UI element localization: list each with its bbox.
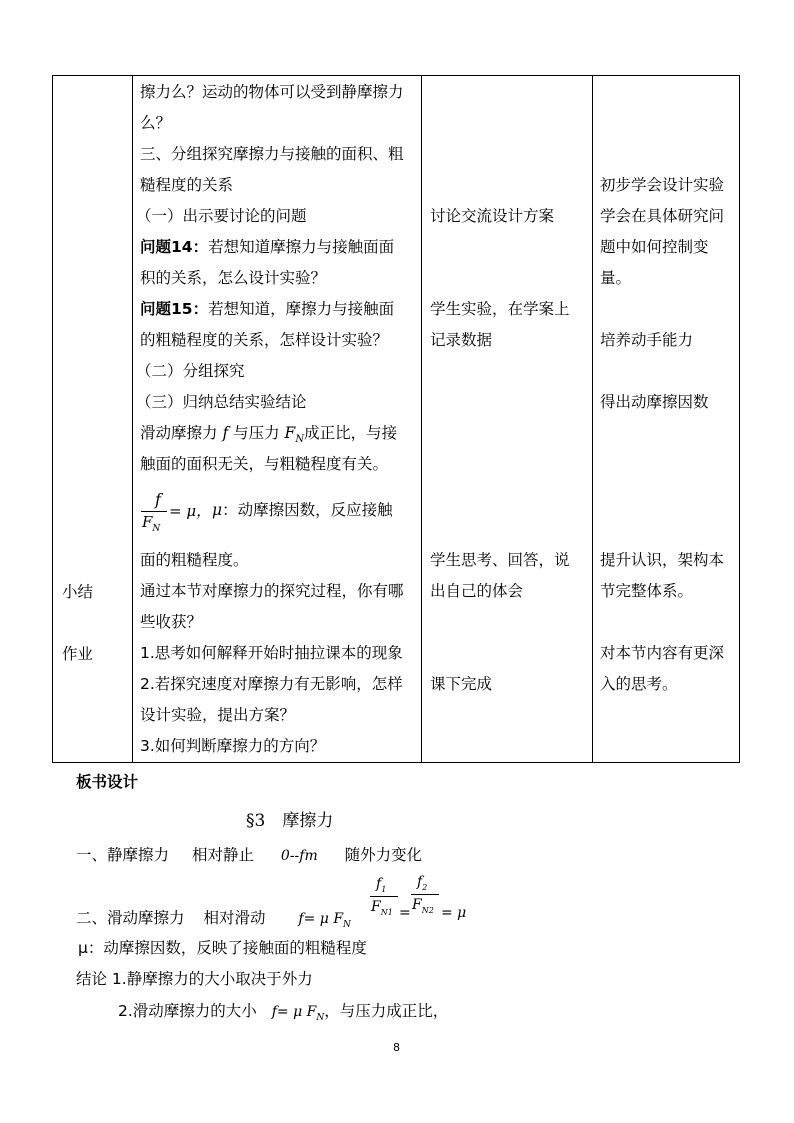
lesson-table <box>52 75 740 763</box>
design-intent: 量。 <box>600 269 632 287</box>
summary-label: 小结 <box>62 583 94 601</box>
content-line: （二）分组探究 <box>136 362 245 380</box>
homework-item: 1.思考如何解释开始时抽拉课本的现象 <box>140 644 403 662</box>
student-activity: 课下完成 <box>430 675 493 693</box>
design-intent: 题中如何控制变 <box>600 238 709 256</box>
design-intent: 初步学会设计实验 <box>600 176 725 194</box>
design-intent: 得出动摩擦因数 <box>600 393 709 411</box>
content-line: 么？ <box>140 114 172 132</box>
question-14-label: 问题14： <box>140 238 209 256</box>
question-14 <box>140 232 394 263</box>
homework-label: 作业 <box>62 645 94 663</box>
content-line: （一）出示要讨论的问题 <box>136 207 307 225</box>
board-line-conclusion-2: 2.滑动摩擦力的大小 f= μ $F_N$，与压力成正比， <box>118 1002 449 1024</box>
board-line-static-friction: 一、静摩擦力 相对静止 0--fm 随外力变化 <box>76 846 423 864</box>
student-activity: 学生思考、回答，说 <box>430 551 570 569</box>
student-activity: 学生实验，在学案上 <box>430 300 570 318</box>
ratio-den-2: $F_{N2}$ <box>412 897 434 915</box>
student-activity: 出自己的体会 <box>430 582 524 600</box>
question-15-label: 问题15： <box>140 300 209 318</box>
content-line: 擦力么？运动的物体可以受到静摩擦力 <box>140 83 404 101</box>
table-column-divider <box>592 75 593 763</box>
ratio-equals-mu: = μ <box>441 905 467 921</box>
question-14-text: 若想知道摩擦力与接触面面 <box>208 238 395 256</box>
content-line: 糙程度的关系 <box>140 176 234 194</box>
sliding-friction-line: 滑动摩擦力 f 与压力 $F_N$成正比，与接 <box>140 424 398 446</box>
design-intent: 提升认识，架构本 <box>600 551 725 569</box>
design-intent: 培养动手能力 <box>600 331 694 349</box>
content-line: 面的粗糙程度。 <box>140 551 249 569</box>
board-line-mu: μ：动摩擦因数，反映了接触面的粗糙程度 <box>78 939 367 957</box>
homework-item: 设计实验，提出方案？ <box>140 706 296 724</box>
content-line: （三）归纳总结实验结论 <box>136 393 307 411</box>
question-15-text: 若想知道，摩擦力与接触面 <box>208 300 395 318</box>
content-line: 触面的面积无关，与粗糙程度有关。 <box>140 455 389 473</box>
board-design-heading: 板书设计 <box>76 773 139 791</box>
section-title: §3 摩擦力 <box>246 811 334 831</box>
content-line: 些收获？ <box>140 613 203 631</box>
fraction-bar <box>370 896 398 897</box>
ratio-num-1: $f_1$ <box>376 876 387 894</box>
page-number: 8 <box>393 1041 400 1054</box>
content-line: 三、分组探究摩擦力与接触的面积、粗 <box>140 145 404 163</box>
formula-numerator: f <box>155 490 161 509</box>
fraction-bar <box>141 511 167 512</box>
student-activity: 讨论交流设计方案 <box>430 207 555 225</box>
design-intent: 学会在具体研究问 <box>600 207 725 225</box>
content-line: 积的关系，怎么设计实验？ <box>140 269 327 287</box>
student-activity: 记录数据 <box>430 331 493 349</box>
ratio-equals: = <box>399 905 411 921</box>
table-column-divider <box>132 75 133 763</box>
design-intent: 节完整体系。 <box>600 582 694 600</box>
question-15 <box>140 294 394 325</box>
content-line: 通过本节对摩擦力的探究过程，你有哪 <box>140 582 404 600</box>
homework-item: 3.如何判断摩擦力的方向？ <box>140 737 326 755</box>
formula-equals-mu: = μ， <box>169 502 212 520</box>
homework-item: 2.若探究速度对摩擦力有无影响，怎样 <box>140 675 403 693</box>
formula-denominator: $F_N$ <box>142 513 161 534</box>
fraction-bar <box>411 894 439 895</box>
ratio-den-1: $F_{N1}$ <box>371 899 393 917</box>
table-column-divider <box>421 75 422 763</box>
board-line-sliding-friction: 二、滑动摩擦力 相对滑动 f= μ $F_N$ <box>76 909 351 931</box>
board-line-conclusion: 结论 1.静摩擦力的大小取决于外力 <box>76 970 313 988</box>
content-line: 的粗糙程度的关系，怎样设计实验？ <box>140 331 389 349</box>
mu-description: μ：动摩擦因数，反应接触 <box>212 501 393 519</box>
design-intent: 对本节内容有更深 <box>600 644 725 662</box>
ratio-num-2: $f_2$ <box>417 874 428 892</box>
design-intent: 入的思考。 <box>600 675 678 693</box>
